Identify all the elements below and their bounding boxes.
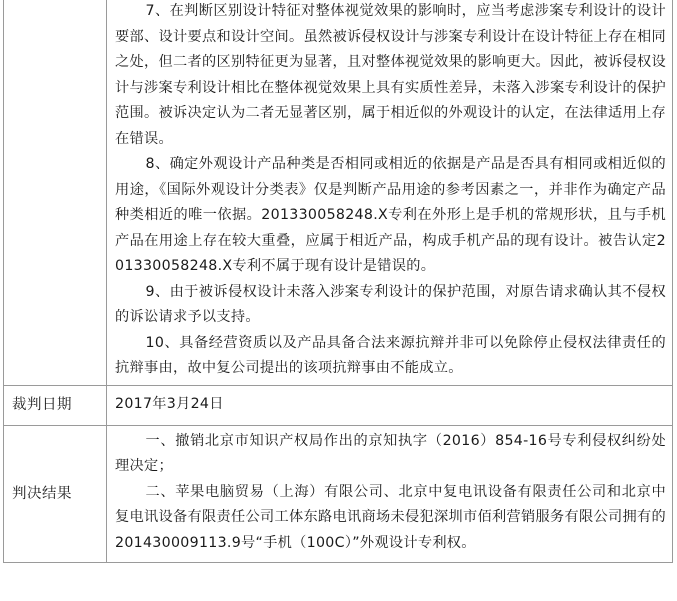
facts-paragraph-8: 8、确定外观设计产品种类是否相同或相近的依据是产品是否具有相同或相近似的用途，《国际外观设计分类表》仅是判断产品用途的参考因素之一，并非作为确定产品种类相近的唯一依据。201330058248.X专利在外形上是手机的常规形状，且与手机产品在用途上存在较大重叠，应属于相近产品，构成手机产品的现有设计。被告认定201330058248.X专利不属于现有设计是错误的。 bbox=[115, 156, 666, 274]
facts-label-cell bbox=[4, 0, 107, 385]
facts-paragraph-10: 10、具备经营资质以及产品具备合法来源抗辩并非可以免除停止侵权法律责任的抗辩事由，故中复公司提出的该项抗辩事由不能成立。 bbox=[115, 334, 666, 376]
facts-paragraph-7: 7、在判断区别设计特征对整体视觉效果的影响时，应当考虑涉案专利设计的设计要部、设计要点和设计空间。虽然被诉侵权设计与涉案专利设计在设计特征上存在相同之处，但二者的区别特征更为显著，且对整体视觉效果的影响更大。因此，被诉侵权设计与涉案专利设计相比在整体视觉效果上具有实质性差异，未落入涉案专利设计的保护范围。被诉决定认为二者无显著区别，属于相近似的外观设计的认定，在法律适用上存在错误。 bbox=[115, 3, 666, 147]
result-item-1: 一、撤销北京市知识产权局作出的京知执字（2016）854-16号专利侵权纠纷处理决定； bbox=[115, 432, 666, 474]
result-item-2: 二、苹果电脑贸易（上海）有限公司、北京中复电讯设备有限责任公司和北京中复电讯设备有限责任公司工体东路电讯商场未侵犯深圳市佰利营销服务有限公司拥有的201430009113.9号“手机（100C）”外观设计专利权。 bbox=[115, 483, 666, 551]
judgment-date-cell bbox=[107, 385, 673, 425]
facts-content-cell bbox=[107, 0, 673, 385]
judgment-result-cell bbox=[107, 425, 673, 563]
judgment-result-label: 判决结果 bbox=[4, 425, 107, 563]
judgment-date-row bbox=[4, 385, 673, 425]
judgment-date-label: 裁判日期 bbox=[4, 385, 107, 425]
facts-row bbox=[4, 0, 673, 385]
judgment-result-row bbox=[4, 425, 673, 563]
judgment-date-value: 2017年3月24日 bbox=[115, 396, 224, 413]
facts-paragraph-9: 9、由于被诉侵权设计未落入涉案专利设计的保护范围，对原告请求确认其不侵权的诉讼请求予以支持。 bbox=[115, 283, 666, 325]
judgment-table bbox=[3, 0, 673, 563]
